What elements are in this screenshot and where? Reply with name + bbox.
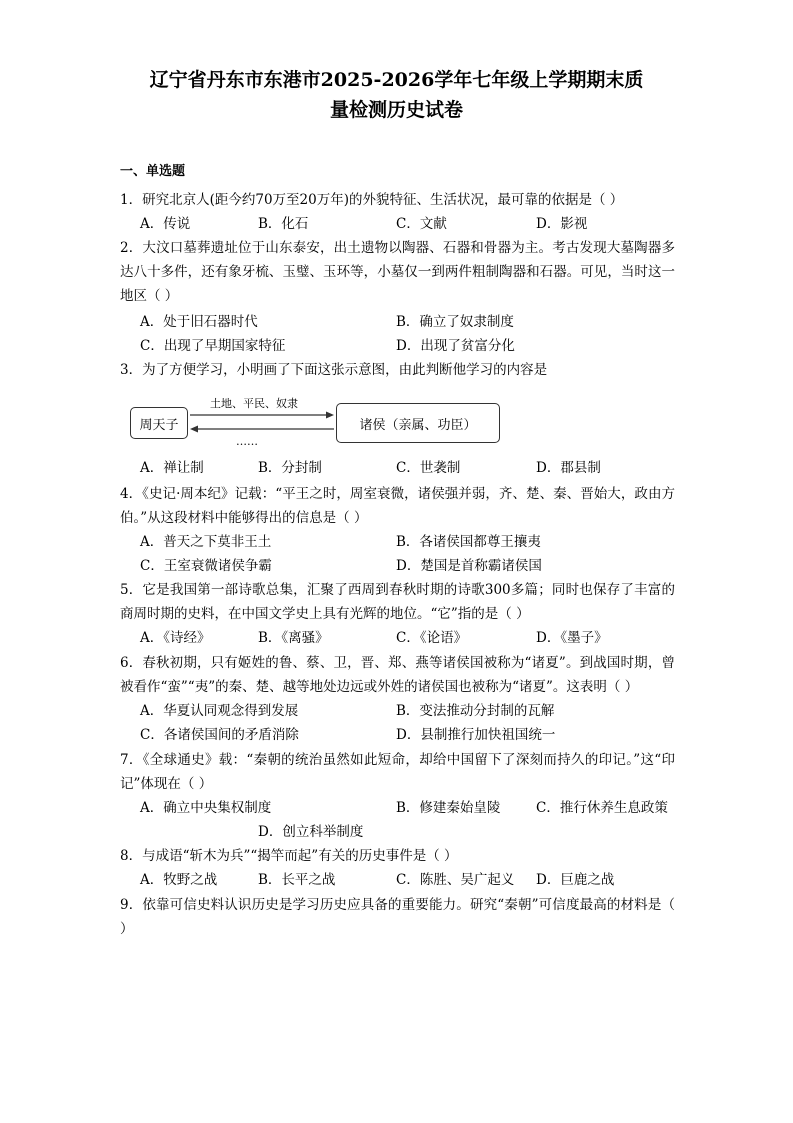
bottom-arrow-label: ……: [236, 435, 258, 448]
option-c: C．出现了早期国家特征: [140, 338, 286, 354]
option-b: B．变法推动分封制的瓦解: [396, 703, 555, 719]
option-d: D．出现了贫富分化: [396, 338, 515, 354]
section-heading: 一、单选题: [120, 164, 186, 179]
option-a: A．华夏认同观念得到发展: [140, 703, 299, 719]
question-3-stem: 3．为了方便学习，小明画了下面这张示意图，由此判断他学习的内容是: [120, 362, 548, 378]
option-a: A．处于旧石器时代: [140, 314, 258, 330]
option-c: C．各诸侯国间的矛盾消除: [140, 727, 299, 743]
question-1-stem: 1．研究北京人(距今约70万至20万年)的外貌特征、生活状况，最可靠的依据是（ ）: [120, 192, 624, 208]
option-a: A．传说: [140, 216, 191, 232]
exam-title-line-2: 量检测历史试卷: [329, 99, 463, 121]
option-c: C．文献: [396, 216, 447, 232]
option-a: A．确立中央集权制度: [140, 800, 272, 816]
left-box: 周天子: [130, 407, 188, 439]
option-d: D．创立科举制度: [258, 824, 364, 840]
question-7-stem: 7．《全球通史》载：“秦朝的统治虽然如此短命，却给中国留下了深刻而持久的印记。”这“印记”体现在（ ）: [120, 752, 675, 792]
option-a: A．普天之下莫非王土: [140, 534, 272, 550]
option-a: A．牧野之战: [140, 872, 218, 888]
option-b: B．确立了奴隶制度: [396, 314, 514, 330]
option-d: D．巨鹿之战: [536, 872, 615, 888]
diagram-arrows: [130, 395, 505, 455]
feudal-system-diagram: [130, 395, 505, 455]
option-c: C．世袭制: [396, 460, 461, 476]
option-b: B．《离骚》: [258, 630, 329, 646]
question-2-stem: 2．大汶口墓葬遗址位于山东泰安，出土遗物以陶器、石器和骨器为主。考古发现大墓陶器多达八十多件，还有象牙梳、玉璧、玉环等，小墓仅一到两件粗制陶器和石器。可见，当时这一地区（ ）: [120, 240, 675, 304]
right-box: 诸侯（亲属、功臣）: [336, 403, 500, 443]
option-d: D．楚国是首称霸诸侯国: [396, 558, 542, 574]
option-c: C．《论语》: [396, 630, 468, 646]
question-4-stem: 4．《史记·周本纪》记载：“平王之时，周室衰微，诸侯强并弱，齐、楚、秦、晋始大，政由方伯。”从这段材料中能够得出的信息是（ ）: [120, 486, 675, 526]
top-arrow-label: 土地、平民、奴隶: [210, 397, 298, 410]
option-d: D．县制推行加快祖国统一: [396, 727, 556, 743]
option-b: B．分封制: [258, 460, 322, 476]
option-b: B．化石: [258, 216, 309, 232]
option-c: C．陈胜、吴广起义: [396, 872, 515, 888]
option-d: D．《墨子》: [536, 630, 608, 646]
question-8-stem: 8．与成语“斩木为兵”“揭竿而起”有关的历史事件是（ ）: [120, 848, 458, 864]
option-a: A．禅让制: [140, 460, 204, 476]
question-6-stem: 6．春秋初期，只有姬姓的鲁、蔡、卫，晋、郑、燕等诸侯国被称为“诸夏”。到战国时期，曾被看作“蛮”“夷”的秦、楚、越等地处边远或外姓的诸侯国也被称为“诸夏”。这表明（ ）: [120, 655, 675, 695]
option-b: B．长平之战: [258, 872, 336, 888]
option-b: B．各诸侯国都尊王攘夷: [396, 534, 541, 550]
question-5-stem: 5．它是我国第一部诗歌总集，汇聚了西周到春秋时期的诗歌300多篇；同时也保存了丰富的商周时期的史料，在中国文学史上具有光辉的地位。“它”指的是（ ）: [120, 582, 675, 622]
exam-title-line-1: 辽宁省丹东市东港市2025-2026学年七年级上学期期末质: [149, 69, 644, 91]
option-d: D．影视: [536, 216, 588, 232]
option-d: D．郡县制: [536, 460, 601, 476]
option-c: C．王室衰微诸侯争霸: [140, 558, 272, 574]
question-9-stem: 9．依靠可信史料认识历史是学习历史应具备的重要能力。研究“秦朝”可信度最高的材料是（ ）: [120, 897, 675, 937]
option-c: C．推行休养生息政策: [536, 800, 668, 816]
option-a: A．《诗经》: [140, 630, 211, 646]
option-b: B．修建秦始皇陵: [396, 800, 501, 816]
